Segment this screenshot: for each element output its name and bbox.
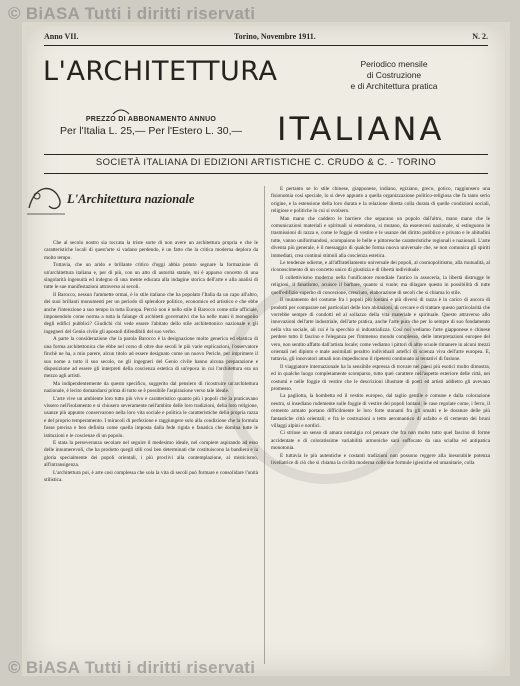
paragraph: La pagliotta, la bombetta ed il vestito europeo, dal taglio gentile e comune e dalla colorazione neutra, si insediano rudemente sulle foggie di vestire dei popoli lontani; le case regolate come, i ferro, il cemento armato portano difficilmente le loro forte stonanti fra gli smalti e le dorature delle più fantastiche città orientali; e fra le costruzioni a tetto aeromantico di asfalto e di cemento dei bruni villaggi alpini e nordici. bbox=[271, 393, 490, 429]
paragraph: Il Barocco, nessun l'ammette ormai, è lo stile italiano che ha popolato l'Italia da un capo all'altro, dei suoi brillanti monumenti per un periodo di splendore politico, economico ed artistico e che ebbe anche l'intenzione a suo tempo in tutta Europa. Perciò non è nello stile il Barocco come stile ufficiale, imponendolo come norma a tutta la falange di architetti governativi che ha nelle mani il monopolio degli edifici pubblici? Giudichi chi vede essere l'abitato dello stile architettonico nazionale e gli ingegneri del Genio civile gli apostoli difendibili del suo verbo. bbox=[44, 291, 258, 335]
issue-date: Torino, Novembre 1911. bbox=[234, 32, 316, 41]
paragraph: Il mutamento del costume fra i popoli più lontani e più diversi di razza è in carico di ancora di prodotti per comparare nei particolari delle loro abitazioni, di cercare e di trattare questo particolarità che vorrebbe sempre di condotti ed al sollazzo della vita materiale e spirituale. Questo attraverso allo innovazioni dell'arte industriale, dell'arte pratica, anche l'arte pura che per lo sempre di suo fondamento nella vita sociale, ali cui è la specchio si industrializza. Così noi vediamo l'arte giapponese e chinese perdere tutto il fascino e l'eleganza per l'immenso mondo complesso, delle interpretazioni europee del vero, non sentito affatto dall'artista locale; come vediamo i pittori di altre scuole rimanere in alcuni mezzi orientali nel dipinto e male assimilati peraltro individuali artefici di scienza viva dell'arte europea. E, tuttavia, gli innovatori attuali non impediscono il ripetersi continuato ai tentativi di fusione. bbox=[271, 297, 490, 363]
volume-year: Anno VII. bbox=[44, 32, 79, 41]
society-rule-bottom bbox=[44, 173, 488, 174]
watermark-top: © BiASA Tutti i diritti riservati bbox=[8, 4, 256, 23]
article-heading: L'Architettura nazionale bbox=[67, 192, 195, 206]
paragraph: E pertanto se lo stile chinese, giapponese, indiano, egiziano, greco, gotico, raggiunsero una fisionomia così speciale, lo si deve appunto a quella organizzazione politico-religiosa che fu tanto serio origine, e la estensione della loro durata e la relazione diretta colla durata di quelle condizioni sociali, religiose e politiche in cui si svolsero. bbox=[271, 186, 490, 215]
subscription-heading: PREZZO DI ABBONAMENTO ANNUO bbox=[85, 116, 217, 123]
periodical-description bbox=[329, 59, 459, 92]
paragraph: L'architettura poi, è arte così complessa che sola la vita di secoli può formare e consolidare l'unità stilistica. bbox=[44, 469, 258, 483]
article-column-left bbox=[44, 240, 258, 664]
paragraph: Ma indipendentemente da questo specifico, suggerito dal pensiero di ricostruire un'architettura nazionale, è lecito domandarsi prima di tutto se è possibile l'aspirazione verso tale ideale. bbox=[44, 380, 258, 395]
paragraph: Il viaggiatore internazionale ha la sensibile espressa di trovare nei paesi più esotici molto dimostra, ed in qualche luogo completamente scomparso, tutto quel carattere nell'aspetto esteriore delle città, nei costumi e nelle foggie di vestire che le descrizioni illustrate di poeti ed artisti addietro gli avevano promesso. bbox=[271, 363, 490, 392]
dateline bbox=[44, 32, 488, 44]
society-rule-top bbox=[44, 154, 488, 155]
periodical-line-2: di Costruzione bbox=[366, 70, 422, 80]
watermark-bottom: © BiASA Tutti i diritti riservati bbox=[8, 658, 256, 677]
periodical-line-1: Periodico mensile bbox=[360, 59, 428, 69]
journal-page bbox=[27, 26, 505, 671]
ornament-icon bbox=[112, 108, 130, 116]
periodical-line-3: e di Architettura pratica bbox=[350, 81, 438, 91]
dateline-rule bbox=[44, 45, 488, 46]
paragraph: Che al secolo nostro sia toccata la triste sorte di non avere un architettura propria e che le caratteristiche locali di quest'arte si vadano perdendo, è un fatto che la critica moderna deplora da molto tempo. bbox=[44, 240, 258, 261]
article-column-right bbox=[271, 186, 490, 664]
subscription-prices: Per l'Italia L. 25,— Per l'Estero L. 30,— bbox=[59, 125, 242, 137]
paragraph: E tuttavia le più autentiche e costanti tradizioni non possono reggere alla inesorabile potenza livellatrice di ciò che si chiama la civiltà moderna colle sue formule igieniche ed umanitarie, colla bbox=[271, 452, 490, 467]
paragraph: A parte la considerazione che la parola Barocco è la designazione molto generica ed elastica di una forma architettonica che ebbe nel corso di oltre due secoli le più varie esplicazioni, l'osservatore finchè ne ha, a mio parere, alcun titolo ad essere designato come un nuovo Pericle, per imprimere il suo nome a tutto il suo secolo, ne gli ingegneri del Genio civile hanno alcuna preparazione e disposizione ad essere gli interpreti della coscienza estetica di un'epoca in cui l'architettura era un mezzo agli artisti. bbox=[44, 336, 258, 380]
masthead-title-left: L'ARCHITETTURA bbox=[43, 56, 278, 87]
paragraph: E stata la perseveranza secolare nel seguire il medesimo ideale, nel compiere aspirando ad esso delle innumerevoli, che ha prodotto quegli stili così ben determinati che costituiscono la bandiera e la gloria specialmente dei popoli orientali, i più proclivi alla contemplazione, al misticismo, all'intransigenza. bbox=[44, 439, 258, 469]
paragraph: L'arte vive un ambiente loro tutto più vivo e caratteristico quanto più i popoli che la praticavano vissero nell'isolamento e si chiusero severamente nell'ambito delle loro tradizioni, della loro religione, usanze più appunto conservarono nella loro vita sociale e politica le caratteristiche della propria razza e del proprio temperamento. I miracoli di perfezione e raggiungere solo alla condizione che la formula fosse precisa e ben definita come quella imposta dalla fede rigida e fanatica che domina tutte le istituzioni e le coscienze di un popolo. bbox=[44, 395, 258, 439]
column-divider bbox=[264, 186, 265, 664]
paragraph: Man mano che caddero le barriere che separano un popolo dall'altro, mano mano che le comunicazioni materiali e spirituali si estendono, si mutano, da esserecosì nazionale, si estinguono le trasmissioni di razza e, come le foggie di vestire e le usanze del diritto pubblico e privato e le abitudini tutte, vanno uniformandosi, scompaiono le belle e pittoresche caratteristiche regionali e nazionali. L'arte diventa più generale, è il messaggio di qualche forma nuova universale che, se non comunica gli spiriti immediati, crea continui stimoli alla coscienza estetica. bbox=[271, 215, 490, 259]
paragraph: Il collettivismo moderno nella l'unificatore mondiale l'antico in assoceria, la libertà distrugge le religioni, il fanatismo, acuisce il barbare, quanto si vuole; ma dilagare questo in possibilità di tutte quell'edifizio superbo di concezione, cresciuto, elaborazione di secoli che si chiama lo stile. bbox=[271, 274, 490, 296]
issue-number: N. 2. bbox=[472, 32, 488, 41]
masthead-title-right: ITALIANA bbox=[277, 110, 445, 148]
flourish-icon bbox=[27, 178, 69, 218]
paragraph: Ci strinse un senso di amara nostalgia col pensare che fra non molto tutto quel fascino di forme accidentate e di coloratissime variabilità armoniche sarà soffocato da una scialba ed antipatica monotonia. bbox=[271, 430, 490, 452]
subscription-box bbox=[41, 116, 261, 137]
paragraph: Le tendenze odierne, e all'affratellamento universale dei popoli, al cosmopolitismo, alla mutualità, al riconoscimento di un concetto unico di giustizia e di libertà individuale. bbox=[271, 260, 490, 274]
paragraph: Tuttavia, che un arido e brillante critico d'oggi abbia potuto segnare la formazione di un'architettura italiana e, per di più, con un atto di autorità statale, mi è apparso concetto di una singolarità ingenuità ed indegno di una mente educata alla indagine storica dell'arte e alla analisi di tutte le sue manifestazioni attraverso ai secoli. bbox=[44, 262, 258, 291]
publisher-line: SOCIETÀ ITALIANA DI EDIZIONI ARTISTICHE C. CRUDO & C. - TORINO bbox=[95, 157, 437, 168]
